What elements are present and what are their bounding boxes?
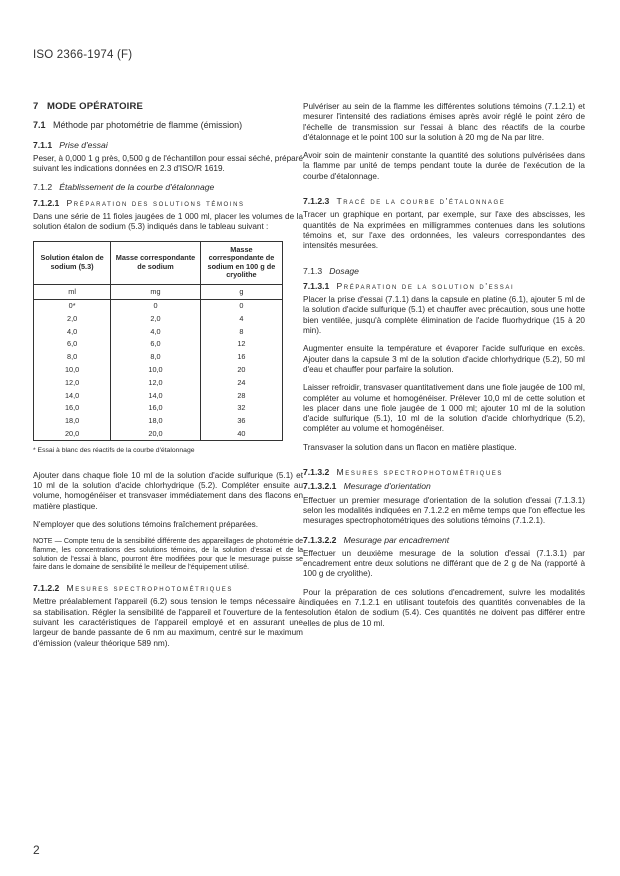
table-cell: 16 bbox=[200, 351, 282, 364]
table-cell: 36 bbox=[200, 415, 282, 428]
table-cell: 8 bbox=[200, 325, 282, 338]
section-title: Mesures spectrophotométriques bbox=[66, 583, 233, 594]
paragraph-augmenter: Augmenter ensuite la température et évaporer l'acide sulfurique en excès. Ajouter dans la capsule 3 ml de la solution d'acide chlorhydrique (5.2), 50 ml d'eau et chauffer pour parfaire la solution. bbox=[303, 344, 585, 374]
note: NOTE — Compte tenu de la sensibilité différente des appareillages de photométrie de flamme, les concentrations des solutions témoins, de la solution d'essai et de la solution de l'essai à blanc, pourront être modifiées pour que le mesurage puisse se faire dans le domaine de sensibilité le meilleur de l'équipement utilisé. bbox=[33, 538, 303, 572]
table-unit-row bbox=[34, 284, 283, 299]
table-row bbox=[34, 299, 283, 312]
paragraph-pulveriser: Pulvériser au sein de la flamme les différentes solutions témoins (7.1.2.1) et mesurer l'intensité des radiations émises après avoir réglé le point zéro de l'échelle de transmission sur l'essai à blanc des réactifs de la courbe d'étalonnage et le point 100 sur la solution à 20 mg de Na par litre. bbox=[303, 102, 585, 142]
section-7-1-2-heading bbox=[33, 182, 303, 192]
section-7-1-1-heading bbox=[33, 140, 303, 150]
table-cell: 8,0 bbox=[34, 351, 111, 364]
table-row bbox=[34, 415, 283, 428]
table-row bbox=[34, 428, 283, 441]
section-number: 7.1.2.2 bbox=[33, 583, 60, 594]
table-cell: 4,0 bbox=[111, 325, 201, 338]
section-title: Tracé de la courbe d'étalonnage bbox=[336, 196, 506, 207]
table-cell: 12,0 bbox=[111, 376, 201, 389]
paragraph-transvaser: Transvaser la solution dans un flacon en matière plastique. bbox=[303, 442, 517, 452]
table-cell: 0 bbox=[200, 299, 282, 312]
paragraph-placer: Placer la prise d'essai (7.1.1) dans la capsule en platine (6.1), ajouter 5 ml de la solution d'acide sulfurique (5.1) et chauffer avec précaution, sous une hotte bien ventilée, jusqu'à complète élimination de l'acide fluorhydrique (15 à 20 min). bbox=[303, 295, 585, 336]
section-title: Établissement de la courbe d'étalonnage bbox=[59, 182, 215, 193]
table-cell: 18,0 bbox=[34, 415, 111, 428]
table-row bbox=[34, 402, 283, 415]
table-row bbox=[34, 312, 283, 325]
section-number: 7 bbox=[33, 101, 39, 112]
table-cell: 14,0 bbox=[34, 389, 111, 402]
section-title: Préparation des solutions témoins bbox=[66, 197, 245, 208]
paragraph-orientation: Effectuer un premier mesurage d'orientation de la solution d'essai (7.1.3.1) selon les modalités indiquées en 7.1.2.2 en même temps que l'on effectue les mesurages spectrophotométriques des solutions témoins (7.1.2.1). bbox=[303, 495, 585, 526]
table-row bbox=[34, 389, 283, 402]
table-cell: 10,0 bbox=[111, 364, 201, 377]
table-row bbox=[34, 338, 283, 351]
section-title: Dosage bbox=[329, 265, 359, 276]
table-cell: 6,0 bbox=[111, 338, 201, 351]
table-cell: 16,0 bbox=[111, 402, 201, 415]
table-cell: 20 bbox=[200, 364, 282, 377]
section-7-1-heading bbox=[33, 120, 303, 130]
table-cell: 4 bbox=[200, 312, 282, 325]
table-header-row bbox=[34, 241, 283, 284]
table-cell: 2,0 bbox=[34, 312, 111, 325]
table-row bbox=[34, 325, 283, 338]
table-row bbox=[34, 376, 283, 389]
table-cell: 4,0 bbox=[34, 325, 111, 338]
paragraph-laisser: Laisser refroidir, transvaser quantitativement dans une fiole jaugée de 100 ml, compléter au volume et homogénéiser. Prélever 10,0 ml de cette solution et les placer dans une fiole jaugée de 1 000 ml; ajouter 10 ml de la solution d'acide sulfurique (5.1), 10 ml de la solution d'acide chlorhydrique (5.2), compléter au volume et homogénéiser. bbox=[303, 383, 585, 434]
table-cell: 40 bbox=[200, 428, 282, 441]
table-cell: 20,0 bbox=[34, 428, 111, 441]
table-header-cell: Solution étalon de sodium (5.3) bbox=[34, 241, 111, 284]
section-number: 7.1.3.2 bbox=[303, 467, 330, 478]
table-row bbox=[34, 364, 283, 377]
table-cell: 0* bbox=[34, 299, 111, 312]
paragraph-deuxieme: Effectuer un deuxième mesurage de la solution d'essai (7.1.3.1) par encadrement entre deux solutions ne différant que de 2 g de Na (rapporté à 100 g de cryolithe). bbox=[303, 548, 585, 579]
section-7-1-3-2-heading bbox=[303, 467, 585, 477]
table-unit-cell: ml bbox=[34, 284, 111, 299]
section-title: Méthode par photométrie de flamme (émission) bbox=[53, 120, 243, 131]
section-7-1-3-heading bbox=[303, 266, 585, 276]
section-number: 7.1 bbox=[33, 120, 46, 131]
section-number: 7.1.3.2.1 bbox=[303, 481, 337, 492]
table-cell: 2,0 bbox=[111, 312, 201, 325]
standard-solutions-table bbox=[33, 241, 283, 442]
paragraph-tracer: Tracer un graphique en portant, par exemple, sur l'axe des abscisses, les quantités de Na exprimées en milligrammes contenues dans les solutions témoins et, sur l'axe des ordonnées, les valeurs correspondantes des intensités mesurées. bbox=[303, 210, 585, 251]
table-unit-cell: mg bbox=[111, 284, 201, 299]
paragraph-mettre: Mettre préalablement l'appareil (6.2) sous tension le temps nécessaire à sa stabilisation. Régler la sensibilité de l'appareil et l'ouverture de la fente suivant les caractéristiques de l'appareil employé et en assurant une largeur de bande passante de 6 nm au maximum, centré sur le maximum d'émission (valeur théorique 589 nm). bbox=[33, 597, 303, 648]
section-number: 7.1.2.3 bbox=[303, 196, 330, 207]
section-number: 7.1.3 bbox=[303, 265, 323, 276]
table-header-cell: Masse correspondante de sodium bbox=[111, 241, 201, 284]
section-title: MODE OPÉRATOIRE bbox=[47, 101, 144, 112]
left-column bbox=[33, 102, 303, 657]
section-7-heading bbox=[33, 102, 303, 112]
paragraph-solutions-temoins: Dans une série de 11 fioles jaugées de 1 000 ml, placer les volumes de la solution étalon de sodium (5.3) indiqués dans le tableau suivant : bbox=[33, 212, 303, 232]
table-body bbox=[34, 284, 283, 441]
table-cell: 18,0 bbox=[111, 415, 201, 428]
section-number: 7.1.3.2.2 bbox=[303, 534, 337, 545]
table-cell: 32 bbox=[200, 402, 282, 415]
section-title: Préparation de la solution d'essai bbox=[336, 280, 515, 291]
table-footnote: * Essai à blanc des réactifs de la courbe d'étalonnage bbox=[33, 447, 195, 455]
table-cell: 20,0 bbox=[111, 428, 201, 441]
section-7-1-3-2-2-heading bbox=[303, 535, 585, 545]
paragraph-employer: N'employer que des solutions témoins fraîchement préparées. bbox=[33, 519, 259, 529]
page-number: 2 bbox=[33, 843, 40, 857]
table-header-cell: Masse correspondante de sodium en 100 g de cryolithe bbox=[200, 241, 282, 284]
section-number: 7.1.2.1 bbox=[33, 197, 60, 208]
table-cell: 28 bbox=[200, 389, 282, 402]
table-row bbox=[34, 351, 283, 364]
right-column bbox=[303, 102, 585, 637]
section-title: Mesurage d'orientation bbox=[343, 481, 431, 492]
paragraph-ajouter: Ajouter dans chaque fiole 10 ml de la solution d'acide sulfurique (5.1) et 10 ml de la solution d'acide chlorhydrique (5.2). Compléter ensuite au volume, homogénéiser et transvaser immédiatement dans des flacons en matière plastique. bbox=[33, 470, 303, 511]
section-7-1-2-2-heading bbox=[33, 583, 303, 593]
section-7-1-3-2-1-heading bbox=[303, 481, 585, 491]
table-cell: 16,0 bbox=[34, 402, 111, 415]
table-cell: 6,0 bbox=[34, 338, 111, 351]
section-title: Prise d'essai bbox=[59, 139, 108, 150]
section-number: 7.1.1 bbox=[33, 139, 53, 150]
section-7-1-2-1-heading bbox=[33, 198, 303, 208]
table-cell: 8,0 bbox=[111, 351, 201, 364]
table-unit-cell: g bbox=[200, 284, 282, 299]
document-header: ISO 2366-1974 (F) bbox=[33, 49, 133, 61]
table-cell: 0 bbox=[111, 299, 201, 312]
section-7-1-2-3-heading bbox=[303, 196, 585, 206]
section-number: 7.1.3.1 bbox=[303, 280, 330, 291]
table-cell: 24 bbox=[200, 376, 282, 389]
section-7-1-3-1-heading bbox=[303, 281, 585, 291]
section-title: Mesures spectrophotométriques bbox=[336, 467, 503, 478]
paragraph-avoir-soin: Avoir soin de maintenir constante la quantité des solutions pulvérisées dans la flamme par unité de temps pendant toute la durée de l'exécution de la courbe d'étalonnage. bbox=[303, 151, 585, 181]
paragraph-pour: Pour la préparation de ces solutions d'encadrement, suivre les modalités indiquées en 7.1.2.1 en utilisant toutefois des quantités convenables de la solution étalon de sodium (5.4). Ces quantités ne doivent pas différer entre elles de plus de 10 ml. bbox=[303, 587, 585, 628]
section-title: Mesurage par encadrement bbox=[343, 534, 450, 545]
section-number: 7.1.2 bbox=[33, 182, 53, 193]
table-cell: 14,0 bbox=[111, 389, 201, 402]
paragraph-prise-essai: Peser, à 0,000 1 g près, 0,500 g de l'échantillon pour essai séché, préparé suivant les indications données en 2.3 d'ISO/R 1619. bbox=[33, 153, 303, 174]
table-cell: 10,0 bbox=[34, 364, 111, 377]
table-cell: 12,0 bbox=[34, 376, 111, 389]
table-cell: 12 bbox=[200, 338, 282, 351]
